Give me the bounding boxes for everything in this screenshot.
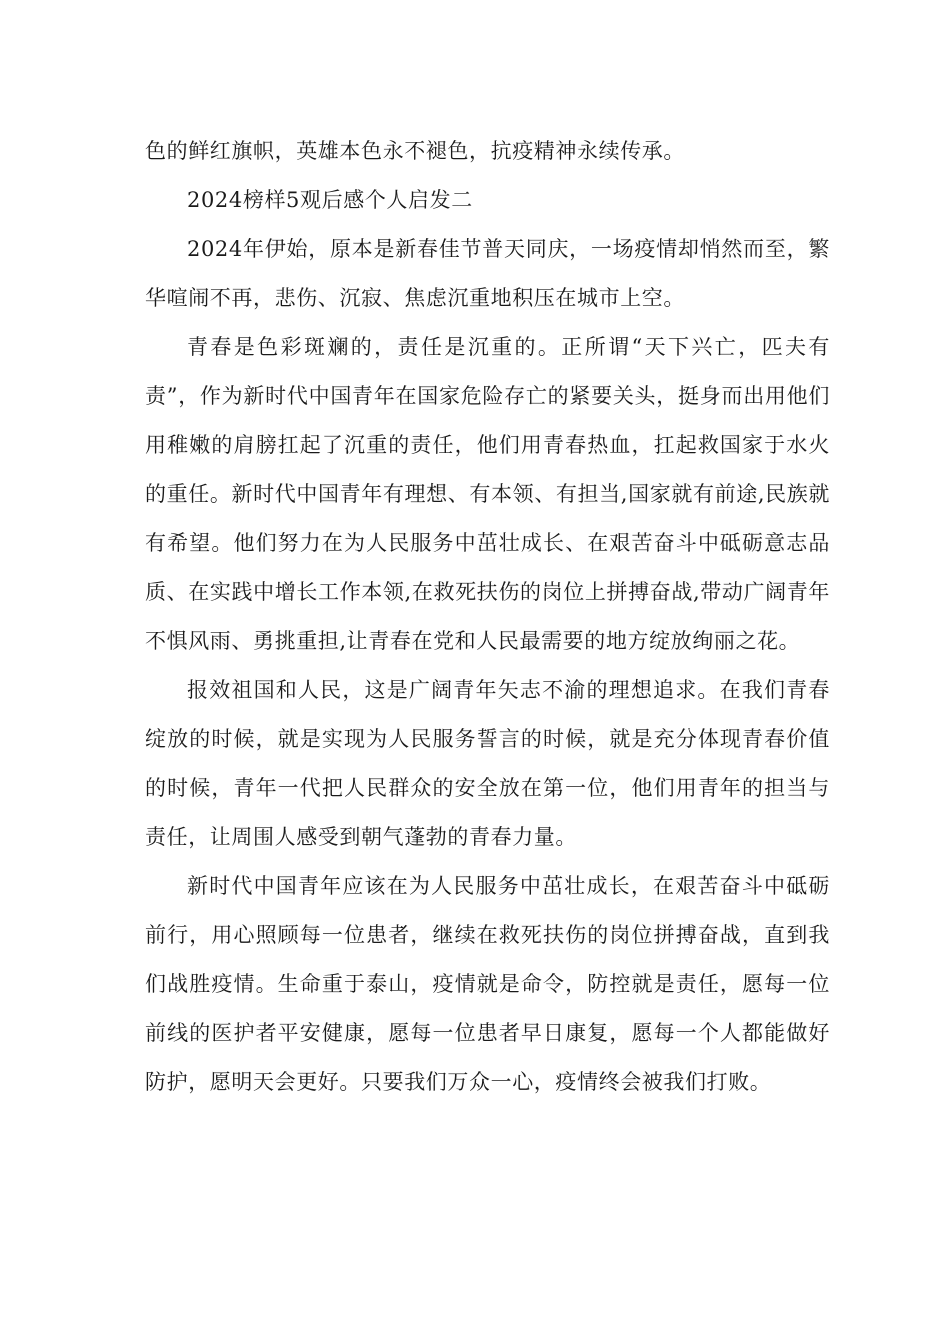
body-paragraph: 报效祖国和人民，这是广阔青年矢志不渝的理想追求。在我们青春绽放的时候，就是实现为人民服务誓言的时候，就是充分体现青春价值的时候，青年一代把人民群众的安全放在第一位，他们用青年的担当与责任，让周围人感受到朝气蓬勃的青春力量。 xyxy=(145,678,830,849)
document-body xyxy=(145,127,830,1107)
continued-paragraph: 色的鲜红旗帜，英雄本色永不褪色，抗疫精神永续传承。 xyxy=(145,139,685,163)
body-paragraph: 青春是色彩斑斓的，责任是沉重的。正所谓“天下兴亡，匹夫有责”，作为新时代中国青年在国家危险存亡的紧要关头，挺身而出用他们用稚嫩的肩膀扛起了沉重的责任，他们用青春热血，扛起救国家于水火的重任。新时代中国青年有理想、有本领、有担当,国家就有前途,民族就有希望。他们努力在为人民服务中茁壮成长、在艰苦奋斗中砥砺意志品质、在实践中增长工作本领,在救死扶伤的岗位上拼搏奋战,带动广阔青年不惧风雨、勇挑重担,让青春在党和人民最需要的地方绽放绚丽之花。 xyxy=(145,335,830,653)
section-title: 2024榜样5观后感个人启发二 xyxy=(187,188,473,212)
body-paragraph: 2024年伊始，原本是新春佳节普天同庆，一场疫情却悄然而至，繁华喧闹不再，悲伤、沉寂、焦虑沉重地积压在城市上空。 xyxy=(145,237,830,310)
body-paragraph: 新时代中国青年应该在为人民服务中茁壮成长，在艰苦奋斗中砥砺前行，用心照顾每一位患者，继续在救死扶伤的岗位拼搏奋战，直到我们战胜疫情。生命重于泰山，疫情就是命令，防控就是责任，愿每一位前线的医护者平安健康，愿每一位患者早日康复，愿每一个人都能做好防护，愿明天会更好。只要我们万众一心，疫情终会被我们打败。 xyxy=(145,874,830,1094)
